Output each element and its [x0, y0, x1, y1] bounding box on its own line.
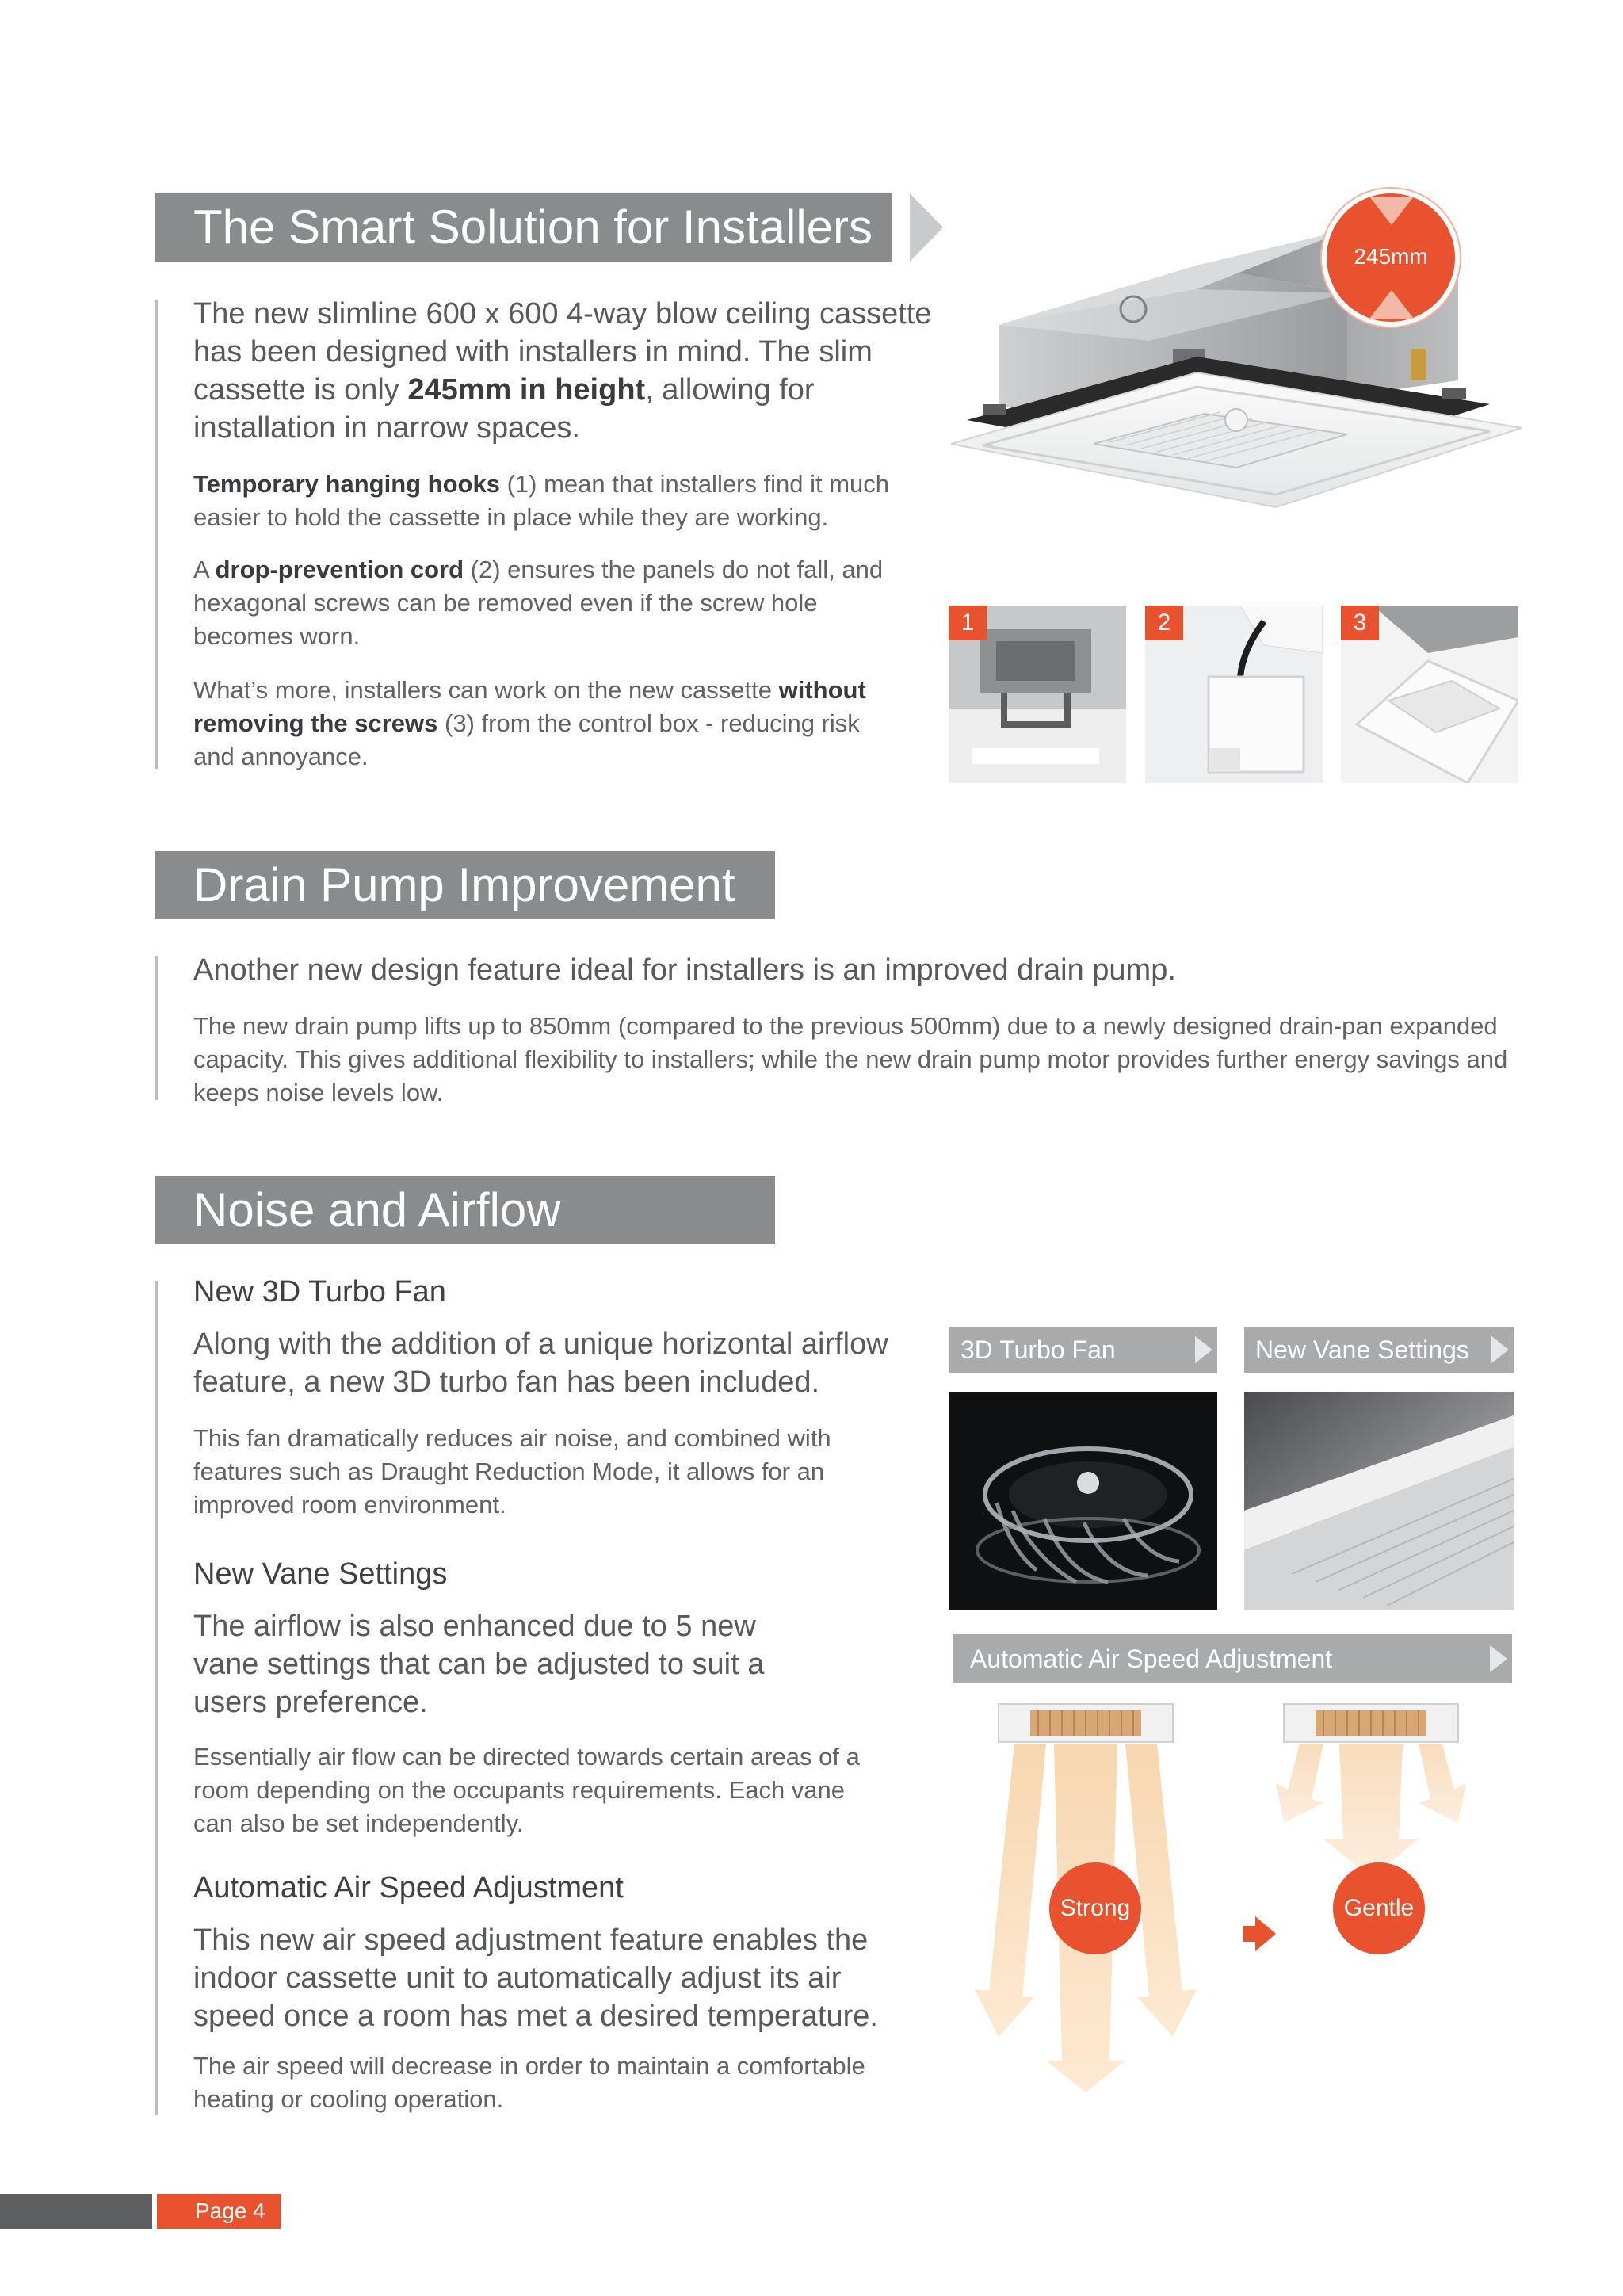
fan-lead: Along with the addition of a unique horizontal airflow feature, a new 3D turbo fan has been included. — [193, 1328, 888, 1399]
section-rule-installers — [155, 300, 158, 769]
section-title-drain: Drain Pump Improvement — [155, 851, 775, 919]
speed-lead: This new air speed adjustment feature enables the indoor cassette unit to automatically adjust its air speed once a room has met a desired temperature. — [193, 1924, 878, 2033]
tab-new-vane-settings-label: New Vane Settings — [1255, 1335, 1469, 1364]
section-title-installers: The Smart Solution for Installers — [155, 193, 892, 262]
page-number: Page 4 — [157, 2194, 281, 2229]
strong-label: Strong — [1060, 1895, 1131, 1921]
turbo-fan-photo — [949, 1392, 1217, 1610]
air-speed-diagram — [951, 1696, 1522, 2092]
fan-body: This fan dramatically reduces air noise, and combined with features such as Draught Reduction Mode, it allows for an improved room environment. — [193, 1424, 831, 1519]
installers-screws-paragraph: What’s more, installers can work on the new cassette without removing the screws (3) from the control box - reducing risk and annoyance. — [193, 676, 866, 770]
gentle-label: Gentle — [1343, 1895, 1415, 1921]
hanging-hook-photo — [949, 606, 1126, 783]
vane-settings-photo — [1244, 1392, 1514, 1610]
tab-3d-turbo-fan — [949, 1327, 1217, 1373]
installers-cord-paragraph: A drop-prevention cord (2) ensures the panels do not fall, and hexagonal screws can be removed even if the screw hole becomes worn. — [193, 556, 884, 650]
speed-body: The air speed will decrease in order to maintain a comfortable heating or cooling operation. — [193, 2052, 865, 2113]
speed-heading: Automatic Air Speed Adjustment — [193, 1871, 624, 1904]
arrow-down-icon — [1369, 197, 1414, 225]
tab-auto-air-speed — [953, 1634, 1512, 1683]
fan-heading: New 3D Turbo Fan — [193, 1275, 446, 1308]
tab-new-vane-settings — [1244, 1327, 1514, 1373]
control-box-photo — [1341, 606, 1518, 783]
section-rule-noise — [155, 1281, 158, 2115]
tab-arrow-icon — [1490, 1645, 1507, 1672]
strong-badge — [1049, 1862, 1141, 1954]
vane-lead: The airflow is also enhanced due to 5 new vane settings that can be adjusted to suit a users preference. — [193, 1610, 765, 1719]
height-badge-label: 245mm — [1354, 244, 1428, 269]
vane-body: Essentially air flow can be directed towards certain areas of a room depending on the occupants requirements. Each vane can also be set independently. — [193, 1743, 860, 1837]
arrow-up-icon — [1369, 290, 1414, 319]
height-badge — [1322, 189, 1460, 327]
thumb-number-3: 3 — [1341, 606, 1379, 640]
tab-3d-turbo-fan-label: 3D Turbo Fan — [960, 1335, 1116, 1364]
thumb-number-1: 1 — [949, 606, 987, 640]
drain-lead: Another new design feature ideal for installers is an improved drain pump. — [193, 953, 1176, 987]
tab-arrow-icon — [1491, 1336, 1509, 1363]
section-rule-drain — [155, 956, 158, 1100]
section-title-noise: Noise and Airflow — [155, 1176, 775, 1244]
tab-arrow-icon — [1195, 1336, 1212, 1363]
installers-lead: The new slimline 600 x 600 4-way blow ceiling cassette has been designed with installers in mind. The slim cassette is only 245mm in height, allowing for installation in narrow spaces. — [193, 297, 932, 445]
tab-auto-air-speed-label: Automatic Air Speed Adjustment — [970, 1645, 1333, 1673]
drain-body: The new drain pump lifts up to 850mm (compared to the previous 500mm) due to a newly designed drain-pan expanded capacity. This gives additional flexibility to installers; while the new drain pump motor provides further energy savings and keeps noise levels low. — [193, 1012, 1508, 1106]
footer-bar — [0, 2194, 152, 2229]
thumb-number-2: 2 — [1145, 606, 1183, 640]
installers-hooks-paragraph: Temporary hanging hooks (1) mean that installers find it much easier to hold the cassette in place while they are working. — [193, 470, 890, 531]
vane-heading: New Vane Settings — [193, 1557, 448, 1591]
gentle-badge — [1333, 1862, 1425, 1954]
drop-cord-photo — [1145, 606, 1323, 783]
